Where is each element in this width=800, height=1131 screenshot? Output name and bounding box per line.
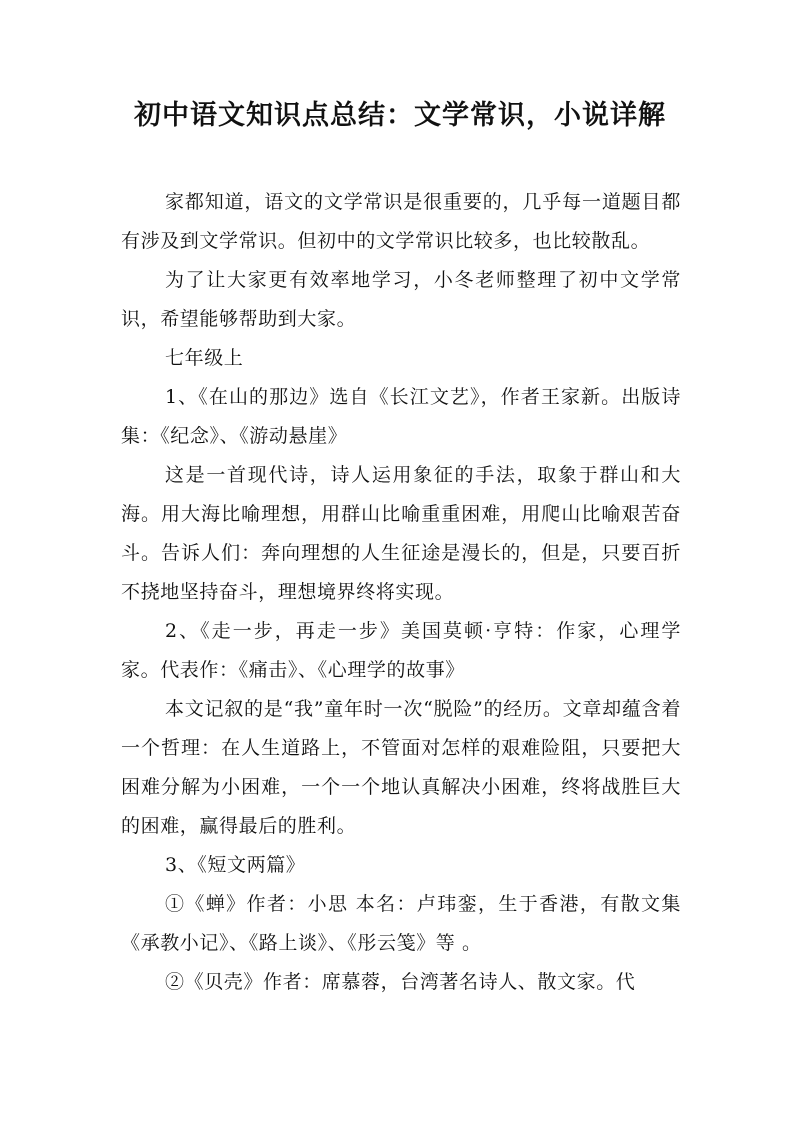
paragraph-item-1-desc: 这是一首现代诗，诗人运用象征的手法，取象于群山和大海。用大海比喻理想，用群山比喻重重困难，用爬山比喻艰苦奋斗。告诉人们：奔向理想的人生征途是漫长的，但是，只要百折不挠地坚持奋斗，理想境界终将实现。 [121,464,681,603]
paragraph-item-1: 1、《在山的那边》选自《长江文艺》，作者王家新。出版诗集：《纪念》、《游动悬崖》 [121,386,681,447]
paragraph-item-3-b: ②《贝壳》作者：席慕蓉，台湾著名诗人、散文家。代 [165,971,636,993]
paragraph-purpose: 为了让大家更有效率地学习，小冬老师整理了初中文学常识，希望能够帮助到大家。 [121,269,681,330]
document-body [121,183,681,1002]
paragraph-item-2-desc: 本文记叙的是“我”童年时一次“脱险”的经历。文章却蕴含着一个哲理：在人生道路上，不管面对怎样的艰难险阻，只要把大困难分解为小困难，一个一个地认真解决小困难，终将战胜巨大的困难，赢得最后的胜利。 [121,698,681,837]
paragraph-intro: 家都知道，语文的文学常识是很重要的，几乎每一道题目都有涉及到文学常识。但初中的文学常识比较多，也比较散乱。 [121,191,681,252]
paragraph-item-3: 3、《短文两篇》 [165,854,306,876]
paragraph-item-3-a: ①《蝉》作者：小思 本名：卢玮銮，生于香港，有散文集《承教小记》、《路上谈》、《彤云笺》等 。 [121,893,681,954]
document-title: 初中语文知识点总结：文学常识，小说详解 [134,100,666,131]
section-heading-grade7: 七年级上 [165,347,244,369]
paragraph-item-2: 2、《走一步，再走一步》美国莫顿·亨特：作家，心理学家。代表作：《痛击》、《心理学的故事》 [121,620,681,681]
